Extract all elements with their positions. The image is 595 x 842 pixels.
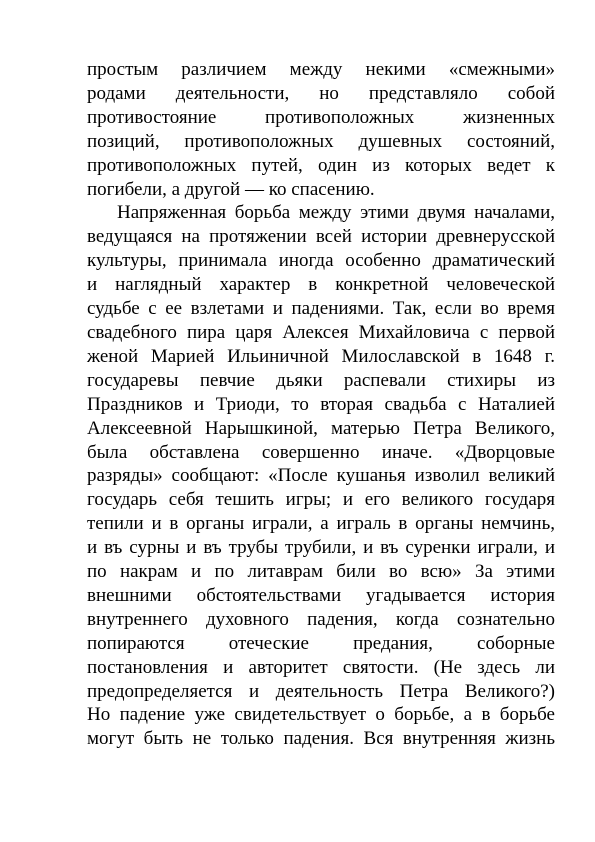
- text-line: культуры, принимала иногда особенно драматический: [87, 250, 555, 272]
- text-line: государевы певчие дьяки распевали стихиры из: [87, 369, 555, 391]
- text-line: Но падение уже свидетельствует о борьбе, а в борьбе: [87, 704, 555, 726]
- text-line: предопределяется и деятельность Петра Великого?): [87, 680, 555, 702]
- text-line: Напряженная борьба между этими двумя началами,: [117, 202, 555, 224]
- text-line: женой Марией Ильиничной Милославской в 1648 г.: [87, 345, 555, 367]
- text-line: могут быть не только падения. Вся внутренняя жизнь: [87, 728, 555, 750]
- text-line: была обставлена совершенно иначе. «Дворцовые: [87, 441, 555, 463]
- text-line: по накрам и по литаврам били во всю» За этими: [87, 561, 555, 583]
- text-line: свадебного пира царя Алексея Михайловича с первой: [87, 321, 555, 343]
- text-line: Алексеевной Нарышкиной, матерью Петра Великого,: [87, 417, 555, 439]
- text-line: простым различием между некими «смежными»: [87, 59, 555, 80]
- text-line: и наглядный характер в конкретной человеческой: [87, 274, 555, 296]
- body-text: [87, 58, 555, 751]
- paragraph: [87, 58, 555, 201]
- paragraph: [87, 201, 555, 751]
- text-line: Праздников и Триоди, то вторая свадьба с Наталией: [87, 393, 555, 415]
- text-line: родами деятельности, но представляло собой: [87, 82, 555, 104]
- text-line: судьбе с ее взлетами и падениями. Так, если во время: [87, 298, 555, 320]
- text-line: погибели, а другой — ко спасению.: [87, 178, 375, 200]
- text-line: внутреннего духовного падения, когда сознательно: [87, 608, 555, 630]
- text-line: постановления и авторитет святости. (Не здесь ли: [87, 656, 555, 678]
- text-line: тепили и в органы играли, а играль в органы немчинь,: [87, 513, 555, 535]
- text-line: разряды» сообщают: «После кушанья изволил великий: [87, 465, 555, 487]
- text-line: внешними обстоятельствами угадывается история: [87, 584, 555, 606]
- text-line: противоположных путей, один из которых ведет к: [87, 154, 555, 176]
- text-line: попираются отеческие предания, соборные: [87, 632, 555, 654]
- text-line: ведущаяся на протяжении всей истории древнерусской: [87, 226, 555, 248]
- text-line: и въ сурны и въ трубы трубили, и въ суренки играли, и: [87, 537, 555, 559]
- text-line: государь себя тешить игры; и его великого государя: [87, 489, 555, 511]
- text-line: позиций, противоположных душевных состояний,: [87, 130, 555, 152]
- text-line: противостояние противоположных жизненных: [87, 106, 555, 128]
